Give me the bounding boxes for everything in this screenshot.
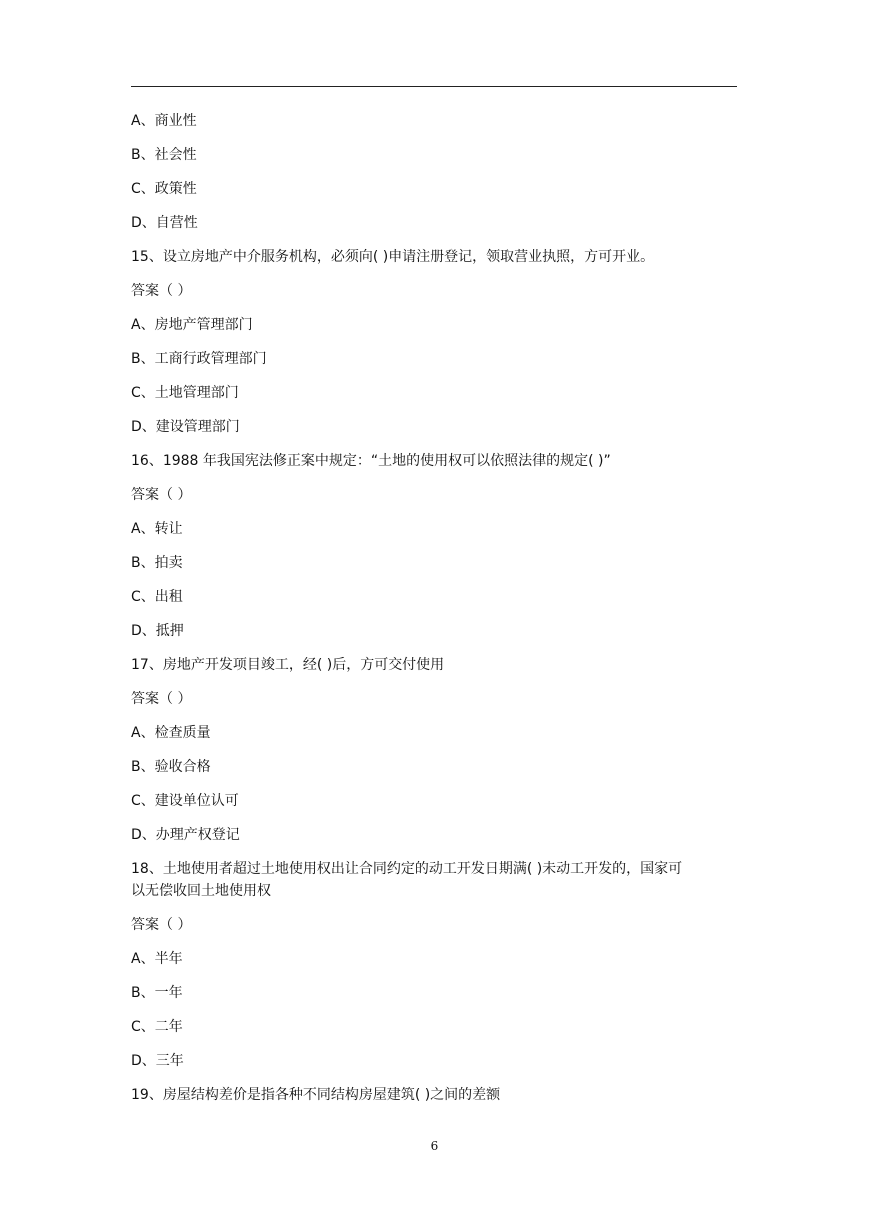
option-text: B、验收合格 [131, 759, 211, 775]
answer-label: 答案（ ） [131, 487, 192, 503]
page-content [131, 110, 737, 1118]
option-text: D、抵押 [131, 623, 184, 639]
page-number: 6 [430, 1139, 439, 1153]
question-text: 18、土地使用者超过土地使用权出让合同约定的动工开发日期满( )未动工开发的，国家可 [131, 861, 683, 877]
answer-label: 答案（ ） [131, 691, 192, 707]
option-text: C、二年 [131, 1019, 183, 1035]
option-text: B、工商行政管理部门 [131, 351, 267, 367]
option-text: A、半年 [131, 951, 183, 967]
question-text: 19、房屋结构差价是指各种不同结构房屋建筑( )之间的差额 [131, 1087, 501, 1103]
option-text: C、土地管理部门 [131, 385, 239, 401]
answer-label: 答案（ ） [131, 283, 192, 299]
option-text: B、一年 [131, 985, 183, 1001]
option-text: D、建设管理部门 [131, 419, 240, 435]
option-text: B、社会性 [131, 147, 197, 163]
answer-label: 答案（ ） [131, 917, 192, 933]
option-text: A、检查质量 [131, 725, 211, 741]
option-text: D、办理产权登记 [131, 827, 240, 843]
header-rule [131, 86, 737, 87]
option-text: D、自营性 [131, 215, 198, 231]
option-text: A、房地产管理部门 [131, 317, 253, 333]
question-text: 16、1988 年我国宪法修正案中规定：“土地的使用权可以依照法律的规定( )” [131, 453, 611, 469]
option-text: A、商业性 [131, 113, 197, 129]
question-text-continued: 以无偿收回土地使用权 [131, 883, 271, 899]
option-text: B、拍卖 [131, 555, 183, 571]
question-text: 17、房地产开发项目竣工，经( )后，方可交付使用 [131, 657, 445, 673]
option-text: C、建设单位认可 [131, 793, 239, 809]
option-text: C、政策性 [131, 181, 197, 197]
option-text: A、转让 [131, 521, 183, 537]
question-text: 15、设立房地产中介服务机构，必须向( )申请注册登记，领取营业执照，方可开业。 [131, 249, 655, 265]
option-text: D、三年 [131, 1053, 184, 1069]
option-text: C、出租 [131, 589, 183, 605]
